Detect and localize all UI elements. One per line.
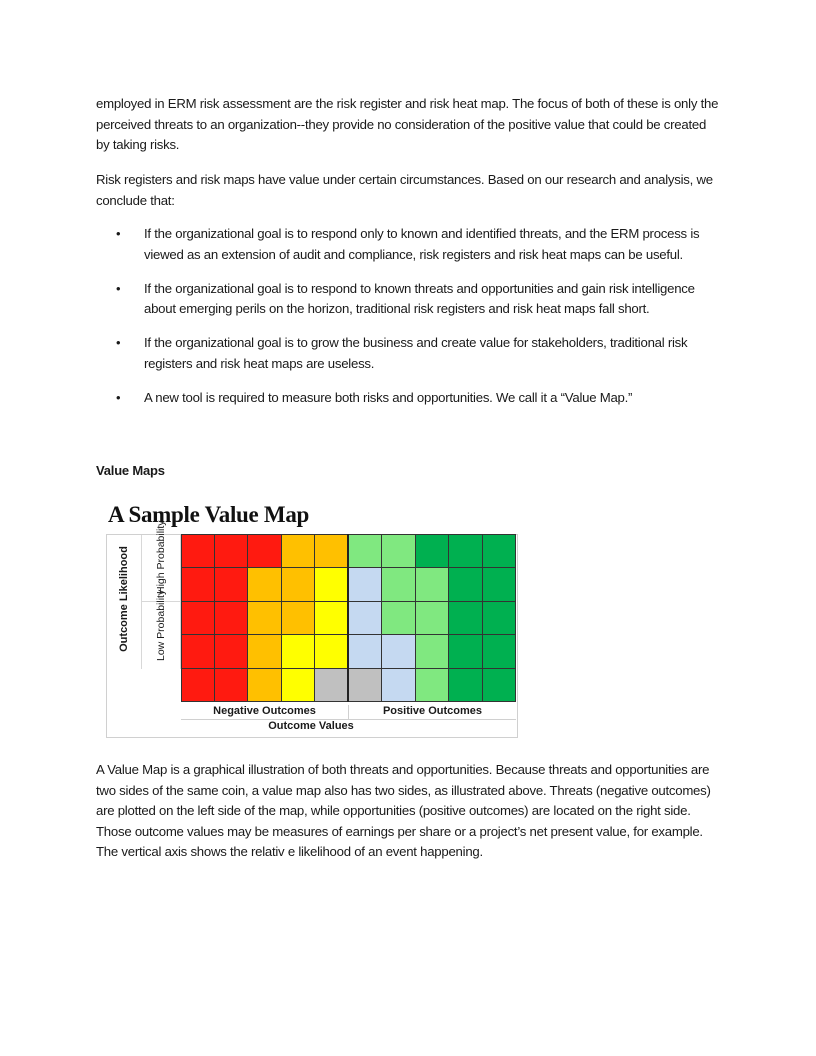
- value-map-cell: [315, 669, 349, 702]
- value-map-cell: [181, 568, 215, 601]
- value-map-cell: [248, 602, 282, 635]
- value-map-cell: [349, 602, 383, 635]
- value-map-description: A Value Map is a graphical illustration of both threats and opportunities. Because threats and opportunities are two sides of the same coin, a value map also has two sides, as illustrated above. Threats (negative outcomes) are plotted on the left side of the map, while opportunities (positive outcomes) are located on the right side. Those outcome values may be measures of earnings per share or a project’s net present value, for example. The vertical axis shows the relativ e likelihood of an event happening.: [96, 762, 711, 860]
- value-map-cell: [181, 602, 215, 635]
- value-map-cell: [449, 535, 483, 568]
- value-map-cell: [449, 635, 483, 668]
- list-item: [96, 388, 721, 409]
- section-heading: Value Maps: [96, 463, 165, 478]
- value-map-cell: [315, 568, 349, 601]
- value-map-cell: [181, 669, 215, 702]
- x-axis-label: Outcome Values: [268, 720, 354, 732]
- value-map-cell: [382, 602, 416, 635]
- intro-paragraph: employed in ERM risk assessment are the risk register and risk heat map. The focus of both of these is only the perceived threats to an organization--they provide no consideration of the positive value that could be created by taking risks.: [96, 96, 719, 153]
- value-map-cell: [382, 535, 416, 568]
- value-map-cell: [416, 602, 450, 635]
- value-map-cell: [449, 568, 483, 601]
- value-map-cell: [215, 568, 249, 601]
- value-map-cell: [315, 535, 349, 568]
- value-map-cell: [248, 535, 282, 568]
- list-item-text: A new tool is required to measure both risks and opportunities. We call it a “Value Map.”: [144, 390, 633, 406]
- value-map-cell: [382, 635, 416, 668]
- negative-outcomes-label: Negative Outcomes: [181, 705, 349, 719]
- value-map-cell: [215, 635, 249, 668]
- bullet-icon: •: [116, 280, 121, 296]
- list-item: [96, 279, 721, 320]
- value-map-cell: [215, 669, 249, 702]
- value-map-cell: [349, 568, 383, 601]
- y-axis-label: Outcome Likelihood: [118, 546, 130, 652]
- value-map-cell: [382, 669, 416, 702]
- value-map-cell: [282, 602, 316, 635]
- positive-outcomes-label: Positive Outcomes: [382, 705, 483, 717]
- high-probability-label: High Probability: [155, 520, 167, 594]
- outcome-category-row: [181, 703, 516, 720]
- conclusion-list: [96, 224, 721, 422]
- value-map-cell: [349, 635, 383, 668]
- value-map-cell: [483, 602, 517, 635]
- y-axis-label-box: [107, 535, 142, 669]
- list-item: [96, 224, 721, 265]
- value-map-cell: [449, 602, 483, 635]
- conclusion-intro-paragraph: Risk registers and risk maps have value under certain circumstances. Based on our research and analysis, we conclude that:: [96, 172, 713, 208]
- value-map-cell: [315, 635, 349, 668]
- value-map-cell: [349, 535, 383, 568]
- value-map-cell: [449, 669, 483, 702]
- low-probability-box: [142, 589, 181, 669]
- value-map-cell: [248, 568, 282, 601]
- value-map-cell: [382, 568, 416, 601]
- value-map-cell: [483, 568, 517, 601]
- value-map-cell: [181, 635, 215, 668]
- list-item-text: If the organizational goal is to respond only to known and identified threats, and the ERM process is viewed as an extension of audit and compliance, risk registers and risk heat maps can be useful.: [144, 226, 700, 262]
- value-map-cell: [282, 669, 316, 702]
- value-map-cell: [416, 568, 450, 601]
- value-map-cell: [416, 669, 450, 702]
- low-probability-label: Low Probability: [155, 589, 167, 661]
- value-map-cell: [483, 535, 517, 568]
- value-map-cell: [282, 635, 316, 668]
- value-map-cell: [248, 635, 282, 668]
- value-map-cell: [416, 635, 450, 668]
- list-item: [96, 333, 721, 374]
- figure-title: A Sample Value Map: [108, 502, 310, 527]
- value-map-cell: [416, 535, 450, 568]
- value-map-cell: [215, 602, 249, 635]
- value-map-cell: [483, 635, 517, 668]
- value-map-cell: [315, 602, 349, 635]
- list-item-text: If the organizational goal is to grow the business and create value for stakeholders, traditional risk registers and risk heat maps are useless.: [144, 335, 688, 371]
- value-map-cell: [282, 568, 316, 601]
- center-divider: [347, 534, 349, 702]
- value-map-cell: [248, 669, 282, 702]
- value-map-figure: [106, 500, 518, 738]
- value-map-cell: [349, 669, 383, 702]
- value-map-cell: [483, 669, 517, 702]
- value-map-cell: [215, 535, 249, 568]
- bullet-icon: •: [116, 390, 121, 406]
- bullet-icon: •: [116, 335, 121, 351]
- value-map-cell: [181, 535, 215, 568]
- list-item-text: If the organizational goal is to respond to known threats and opportunities and gain risk intelligence about emerging perils on the horizon, traditional risk registers and risk heat maps fall short.: [144, 280, 695, 317]
- value-map-cell: [282, 535, 316, 568]
- bullet-icon: •: [116, 226, 121, 241]
